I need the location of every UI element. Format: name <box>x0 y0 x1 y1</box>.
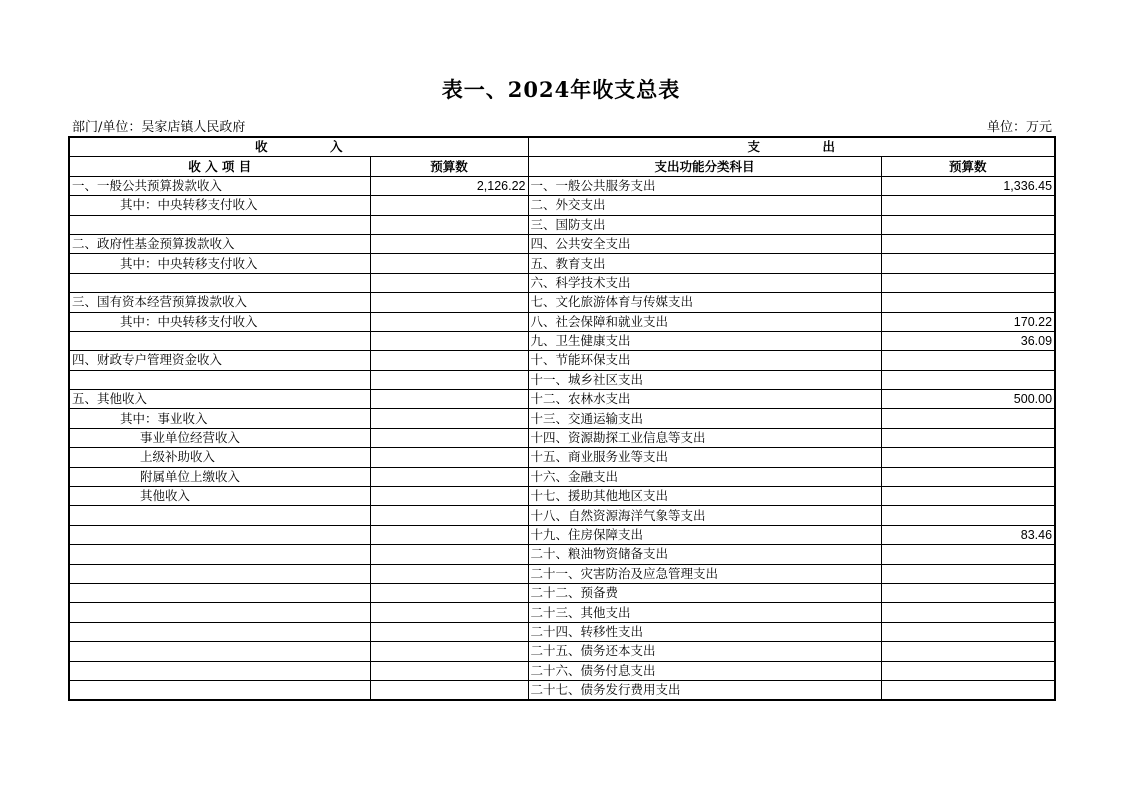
income-item-cell: 其中：事业收入 <box>69 409 370 428</box>
section-header-row <box>69 137 1055 157</box>
table-row <box>69 622 1055 641</box>
income-value-cell <box>370 642 528 661</box>
budget-body <box>69 176 1055 700</box>
income-item-header: 收 入 项 目 <box>69 157 370 176</box>
expense-value-cell <box>881 506 1055 525</box>
table-row <box>69 409 1055 428</box>
expense-item-cell: 二十五、债务还本支出 <box>528 642 881 661</box>
table-row <box>69 331 1055 350</box>
table-row <box>69 351 1055 370</box>
expense-item-cell: 十四、资源勘探工业信息等支出 <box>528 428 881 447</box>
table-row <box>69 176 1055 195</box>
income-value-cell <box>370 390 528 409</box>
income-value-cell <box>370 583 528 602</box>
income-value-cell <box>370 506 528 525</box>
income-value-cell <box>370 370 528 389</box>
income-item-cell <box>69 564 370 583</box>
page-title: 表一、2024年收支总表 <box>441 77 681 102</box>
income-value-cell <box>370 215 528 234</box>
expense-item-cell: 十三、交通运输支出 <box>528 409 881 428</box>
income-item-cell: 附属单位上缴收入 <box>69 467 370 486</box>
income-item-cell: 其中：中央转移支付收入 <box>69 254 370 273</box>
expense-value-cell <box>881 622 1055 641</box>
table-row <box>69 448 1055 467</box>
income-item-cell <box>69 642 370 661</box>
expense-item-cell: 六、科学技术支出 <box>528 273 881 292</box>
expense-item-cell: 十七、援助其他地区支出 <box>528 487 881 506</box>
income-item-cell <box>69 545 370 564</box>
table-row <box>69 215 1055 234</box>
table-row <box>69 234 1055 253</box>
expense-value-cell <box>881 234 1055 253</box>
income-item-cell: 其中：中央转移支付收入 <box>69 312 370 331</box>
expense-item-cell: 四、公共安全支出 <box>528 234 881 253</box>
expense-value-cell: 83.46 <box>881 525 1055 544</box>
income-item-cell <box>69 273 370 292</box>
expense-value-cell <box>881 273 1055 292</box>
expense-item-cell: 二十三、其他支出 <box>528 603 881 622</box>
expense-item-cell: 九、卫生健康支出 <box>528 331 881 350</box>
expense-item-cell: 十五、商业服务业等支出 <box>528 448 881 467</box>
table-row <box>69 545 1055 564</box>
table-row <box>69 467 1055 486</box>
expense-item-cell: 二、外交支出 <box>528 196 881 215</box>
income-budget-header: 预算数 <box>370 157 528 176</box>
table-row <box>69 254 1055 273</box>
income-value-cell <box>370 409 528 428</box>
budget-summary-table <box>68 136 1056 701</box>
expense-value-cell <box>881 428 1055 447</box>
expense-item-cell: 二十四、转移性支出 <box>528 622 881 641</box>
expense-value-cell <box>881 370 1055 389</box>
income-item-cell <box>69 370 370 389</box>
expense-item-cell: 二十、粮油物资储备支出 <box>528 545 881 564</box>
expense-value-cell <box>881 487 1055 506</box>
table-row <box>69 564 1055 583</box>
expense-value-cell: 1,336.45 <box>881 176 1055 195</box>
expense-section-header: 支 出 <box>528 137 1055 157</box>
department-label: 部门/单位：吴家店镇人民政府 <box>72 120 246 135</box>
income-value-cell <box>370 525 528 544</box>
expense-value-cell <box>881 254 1055 273</box>
table-row <box>69 312 1055 331</box>
expense-item-cell: 二十七、债务发行费用支出 <box>528 680 881 700</box>
income-item-cell: 事业单位经营收入 <box>69 428 370 447</box>
income-item-cell: 一、一般公共预算拨款收入 <box>69 176 370 195</box>
expense-value-cell: 170.22 <box>881 312 1055 331</box>
table-row <box>69 642 1055 661</box>
income-item-cell <box>69 622 370 641</box>
expense-item-cell: 八、社会保障和就业支出 <box>528 312 881 331</box>
income-value-cell <box>370 351 528 370</box>
expense-item-cell: 二十二、预备费 <box>528 583 881 602</box>
expense-value-cell <box>881 196 1055 215</box>
income-item-cell <box>69 603 370 622</box>
income-item-cell <box>69 661 370 680</box>
income-item-cell <box>69 331 370 350</box>
table-row <box>69 506 1055 525</box>
expense-item-cell: 五、教育支出 <box>528 254 881 273</box>
unit-label: 单位：万元 <box>986 120 1052 135</box>
income-item-cell: 上级补助收入 <box>69 448 370 467</box>
income-value-cell <box>370 273 528 292</box>
table-row <box>69 661 1055 680</box>
income-value-cell <box>370 428 528 447</box>
expense-item-cell: 十九、住房保障支出 <box>528 525 881 544</box>
income-item-cell <box>69 583 370 602</box>
expense-item-cell: 七、文化旅游体育与传媒支出 <box>528 293 881 312</box>
income-item-cell: 五、其他收入 <box>69 390 370 409</box>
expense-value-cell: 36.09 <box>881 331 1055 350</box>
expense-item-header: 支出功能分类科目 <box>528 157 881 176</box>
expense-value-cell <box>881 215 1055 234</box>
table-row <box>69 390 1055 409</box>
expense-value-cell <box>881 583 1055 602</box>
income-item-cell <box>69 525 370 544</box>
expense-value-cell <box>881 564 1055 583</box>
income-item-cell: 其中：中央转移支付收入 <box>69 196 370 215</box>
income-section-header: 收 入 <box>69 137 528 157</box>
income-item-cell <box>69 506 370 525</box>
expense-value-cell <box>881 545 1055 564</box>
expense-budget-header: 预算数 <box>881 157 1055 176</box>
income-value-cell <box>370 622 528 641</box>
expense-item-cell: 一、一般公共服务支出 <box>528 176 881 195</box>
income-value-cell <box>370 312 528 331</box>
expense-item-cell: 三、国防支出 <box>528 215 881 234</box>
expense-value-cell <box>881 409 1055 428</box>
column-header-row <box>69 157 1055 176</box>
expense-value-cell <box>881 448 1055 467</box>
expense-value-cell <box>881 293 1055 312</box>
table-row <box>69 273 1055 292</box>
expense-item-cell: 十二、农林水支出 <box>528 390 881 409</box>
table-row <box>69 370 1055 389</box>
income-item-cell: 其他收入 <box>69 487 370 506</box>
income-value-cell: 2,126.22 <box>370 176 528 195</box>
expense-value-cell <box>881 351 1055 370</box>
income-value-cell <box>370 467 528 486</box>
table-row <box>69 680 1055 700</box>
expense-item-cell: 二十一、灾害防治及应急管理支出 <box>528 564 881 583</box>
expense-value-cell <box>881 642 1055 661</box>
expense-item-cell: 十、节能环保支出 <box>528 351 881 370</box>
expense-item-cell: 二十六、债务付息支出 <box>528 661 881 680</box>
income-value-cell <box>370 564 528 583</box>
income-item-cell <box>69 215 370 234</box>
table-row <box>69 428 1055 447</box>
expense-value-cell <box>881 661 1055 680</box>
income-item-cell: 四、财政专户管理资金收入 <box>69 351 370 370</box>
table-row <box>69 293 1055 312</box>
income-value-cell <box>370 254 528 273</box>
table-row <box>69 583 1055 602</box>
table-row <box>69 487 1055 506</box>
expense-item-cell: 十八、自然资源海洋气象等支出 <box>528 506 881 525</box>
income-value-cell <box>370 293 528 312</box>
income-item-cell <box>69 680 370 700</box>
income-value-cell <box>370 331 528 350</box>
table-row <box>69 525 1055 544</box>
income-item-cell: 二、政府性基金预算拨款收入 <box>69 234 370 253</box>
income-value-cell <box>370 487 528 506</box>
income-value-cell <box>370 234 528 253</box>
expense-value-cell <box>881 680 1055 700</box>
expense-value-cell: 500.00 <box>881 390 1055 409</box>
table-row <box>69 603 1055 622</box>
income-value-cell <box>370 661 528 680</box>
income-value-cell <box>370 680 528 700</box>
expense-item-cell: 十一、城乡社区支出 <box>528 370 881 389</box>
expense-item-cell: 十六、金融支出 <box>528 467 881 486</box>
income-value-cell <box>370 196 528 215</box>
income-value-cell <box>370 603 528 622</box>
income-item-cell: 三、国有资本经营预算拨款收入 <box>69 293 370 312</box>
expense-value-cell <box>881 467 1055 486</box>
income-value-cell <box>370 448 528 467</box>
table-row <box>69 196 1055 215</box>
expense-value-cell <box>881 603 1055 622</box>
income-value-cell <box>370 545 528 564</box>
